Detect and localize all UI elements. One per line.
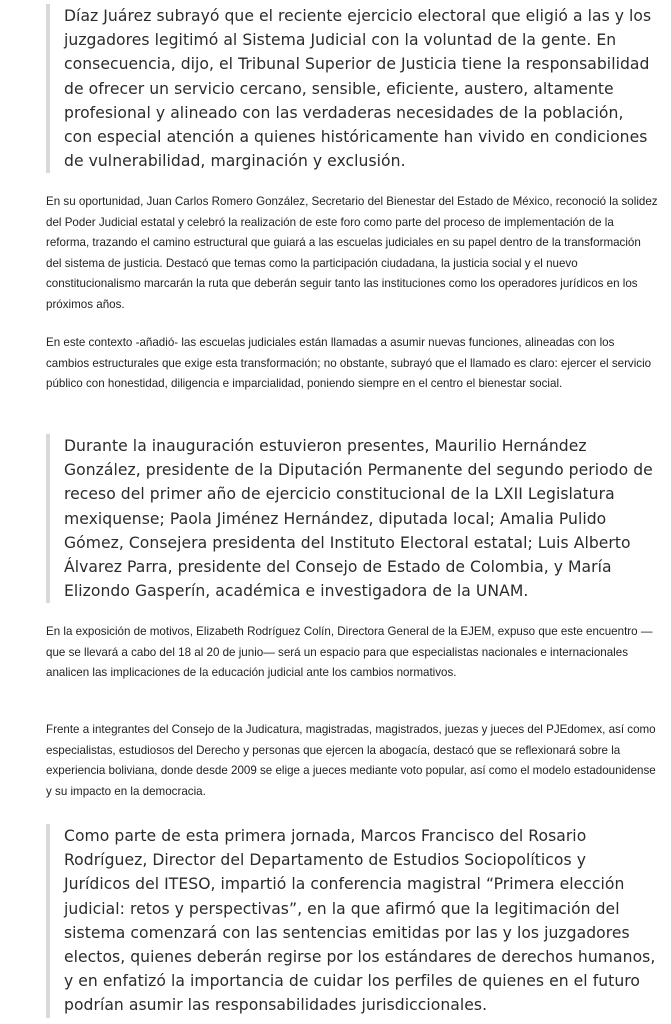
paragraph-consejo-judicatura: Frente a integrantes del Consejo de la Judicatura, magistradas, magistrados, juezas y jueces del PJEdomex, así como especialistas, estudiosos del Derecho y personas que ejercen la abogacía, destacó que se reflexionará sobre la experiencia boliviana, donde desde 2009 se elige a jueces mediante voto popular, así como el modelo estadounidense y su impacto en la democracia. — [46, 723, 656, 798]
paragraph-romero-gonzalez: En su oportunidad, Juan Carlos Romero González, Secretario del Bienestar del Estado de México, reconoció la solidez del Poder Judicial estatal y celebró la realización de este foro como parte del proceso de implementación de la reforma, trazando el camino estructural que guiará a las escuelas judiciales en su papel dentro de la transformación del sistema de justicia. Destacó que temas como la participación ciudadana, la justicia social y el nuevo constitucionalismo marcarán la ruta que deberán seguir tanto las instituciones como los operadores jurídicos en los próximos años. — [46, 195, 658, 311]
blockquote-primera-jornada: Como parte de esta primera jornada, Marcos Francisco del Rosario Rodríguez, Director del Departamento de Estudios Sociopolíticos y Jurídicos del ITESO, impartió la conferencia magistral “Primera elección judicial: retos y perspectivas”, en la que afirmó que la legitimación del sistema comenzará con las sentencias emitidas por las y los juzgadores electos, quienes deberán regirse por los estándares de derechos humanos, y en enfatizó la importancia de cuidar los perfiles de quienes en el futuro podrían asumir las responsabilidades jurisdiccionales. — [46, 824, 656, 1018]
blockquote-diaz-juarez: Díaz Juárez subrayó que el reciente ejercicio electoral que eligió a las y los juzgadores legitimó al Sistema Judicial con la voluntad de la gente. En consecuencia, dijo, el Tribunal Superior de Justicia tiene la responsabilidad de ofrecer un servicio cercano, sensible, eficiente, austero, altamente profesional y alineado con las verdaderas necesidades de la población, con especial atención a quienes históricamente han vivido en condiciones de vulnerabilidad, marginación y exclusión. — [46, 4, 656, 173]
blockquote-inauguracion: Durante la inauguración estuvieron presentes, Maurilio Hernández González, presidente de la Diputación Permanente del segundo periodo de receso del primer año de ejercicio constitucional de la LXII Legislatura mexiquense; Paola Jiménez Hernández, diputada local; Amalia Pulido Gómez, Consejera presidenta del Instituto Electoral estatal; Luis Alberto Álvarez Parra, presidente del Consejo de Estado de Colombia, y María Elizondo Gasperín, académica e investigadora de la UNAM. — [46, 434, 656, 603]
paragraph-exposicion-motivos: En la exposición de motivos, Elizabeth Rodríguez Colín, Directora General de la EJEM, expuso que este encuentro —que se llevará a cabo del 18 al 20 de junio— será un espacio para que especialistas nacionales e internacionales analicen las implicaciones de la educación judicial ante los cambios normativos. — [46, 625, 653, 680]
paragraph-escuelas-judiciales: En este contexto -añadió- las escuelas judiciales están llamadas a asumir nuevas funciones, alineadas con los cambios estructurales que exige esta transformación; no obstante, subrayó que el llamado es claro: ejercer el servicio público con honestidad, diligencia e imparcialidad, poniendo siempre en el centro el bienestar social. — [46, 336, 652, 391]
